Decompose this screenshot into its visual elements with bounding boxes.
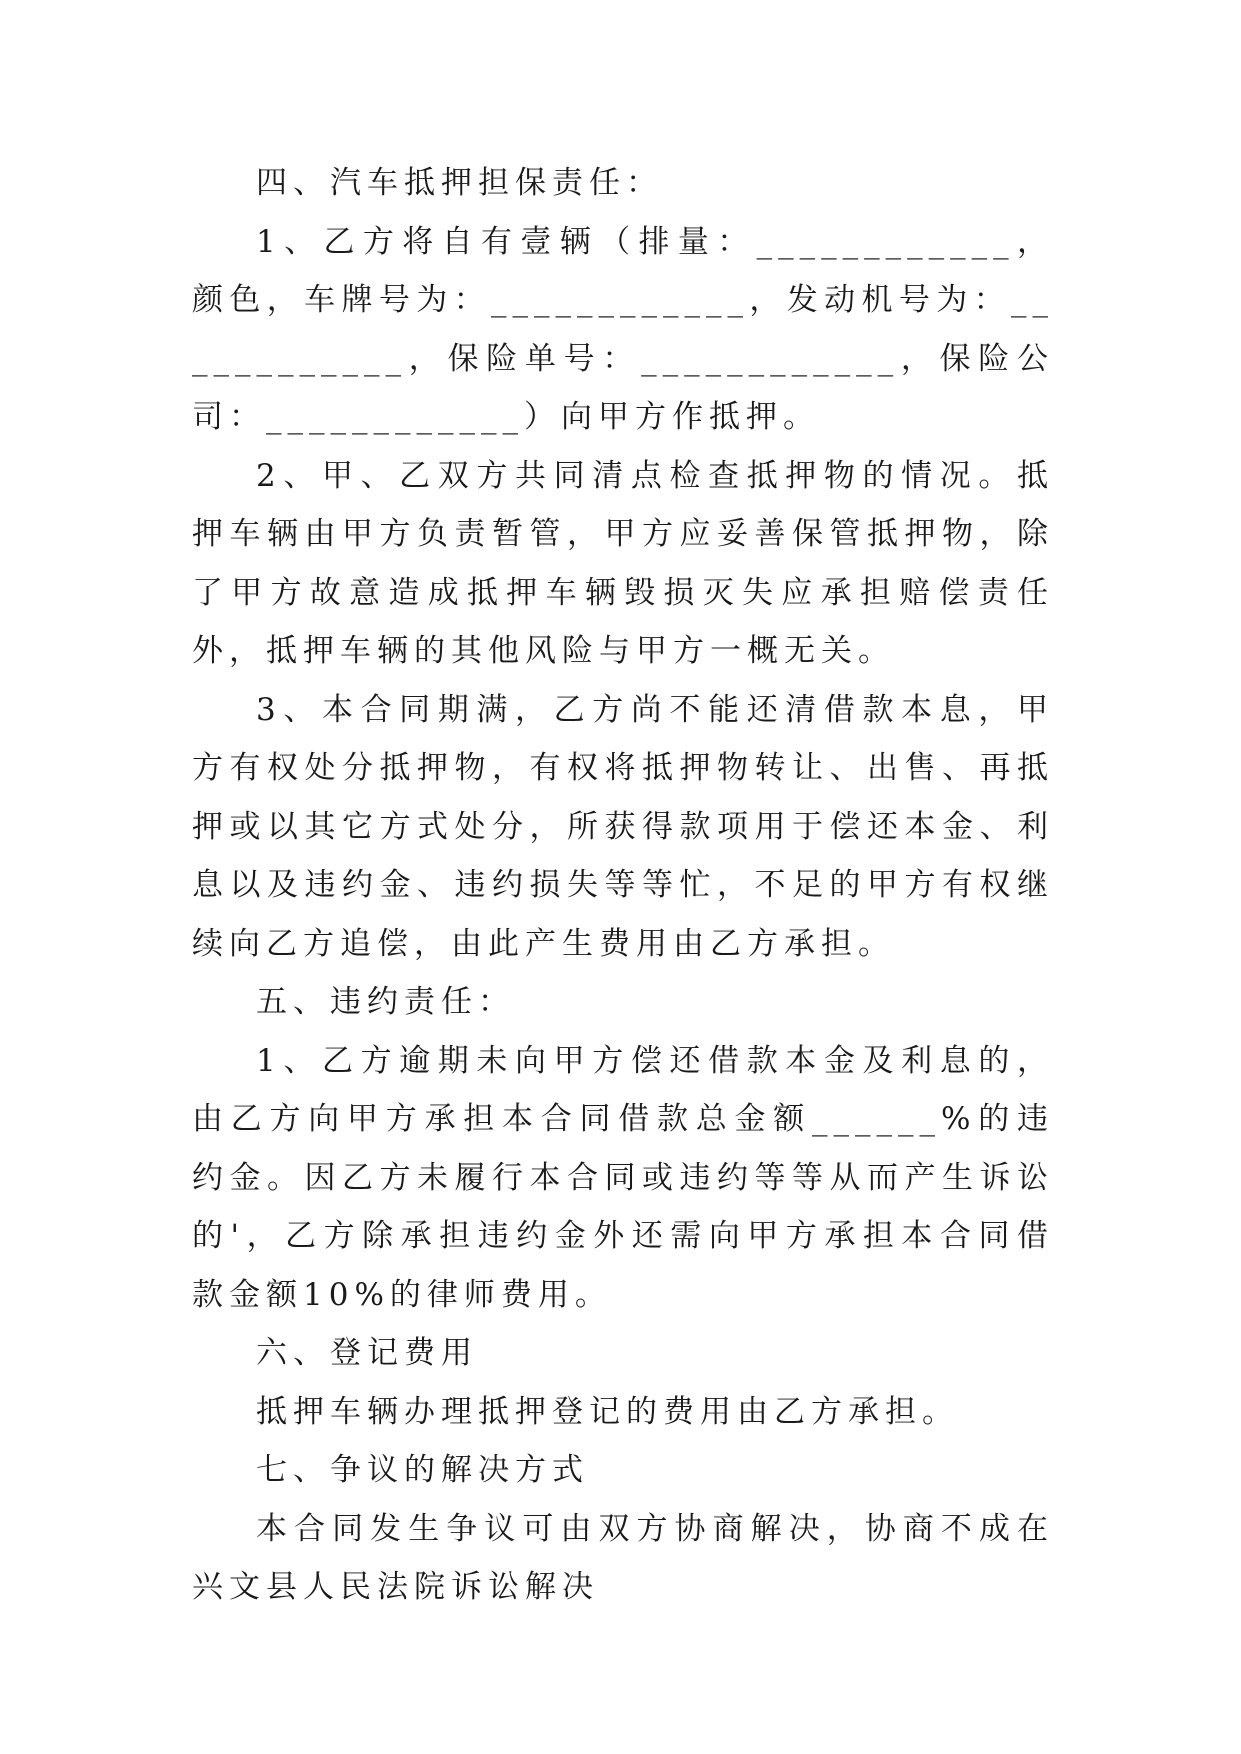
section-heading-registration: 六、登记费用 — [256, 1335, 478, 1371]
clause-penalty: 1、乙方逾期未向甲方偿还借款本金及利息的，由乙方向甲方承担本合同借款总金额______%的违约金。因乙方未履行本合同或违约等等从而产生诉讼的'，乙方除承担违约金外还需向甲方承担本合同借款金额10%的律师费用。 — [192, 1042, 1054, 1313]
document-body — [192, 154, 1054, 1617]
clause-disposal: 3、本合同期满，乙方尚不能还清借款本息，甲方有权处分抵押物，有权将抵押物转让、出售、再抵押或以其它方式处分，所获得款项用于偿还本金、利息以及违约金、违约损失等等忙，不足的甲方有权继续向乙方追偿，由此产生费用由乙方承担。 — [192, 691, 1054, 962]
section-heading-breach: 五、违约责任： — [256, 984, 515, 1020]
section-heading-mortgage: 四、汽车抵押担保责任： — [256, 165, 663, 201]
clause-custody: 2、甲、乙双方共同清点检查抵押物的情况。抵押车辆由甲方负责暂管，甲方应妥善保管抵押物，除了甲方故意造成抵押车辆毁损灭失应承担赔偿责任外，抵押车辆的其他风险与甲方一概无关。 — [192, 457, 1054, 669]
clause-registration-fee: 抵押车辆办理抵押登记的费用由乙方承担。 — [256, 1393, 959, 1430]
clause-dispute-resolution: 本合同发生争议可由双方协商解决，协商不成在兴文县人民法院诉讼解决 — [192, 1510, 1054, 1605]
section-heading-dispute: 七、争议的解决方式 — [256, 1452, 589, 1488]
clause-mortgage-vehicle: 1、乙方将自有壹辆（排量：____________，颜色，车牌号为：____________，发动机号为：____________，保险单号：____________，保险公司：____________）向甲方作抵押。 — [192, 223, 1054, 435]
